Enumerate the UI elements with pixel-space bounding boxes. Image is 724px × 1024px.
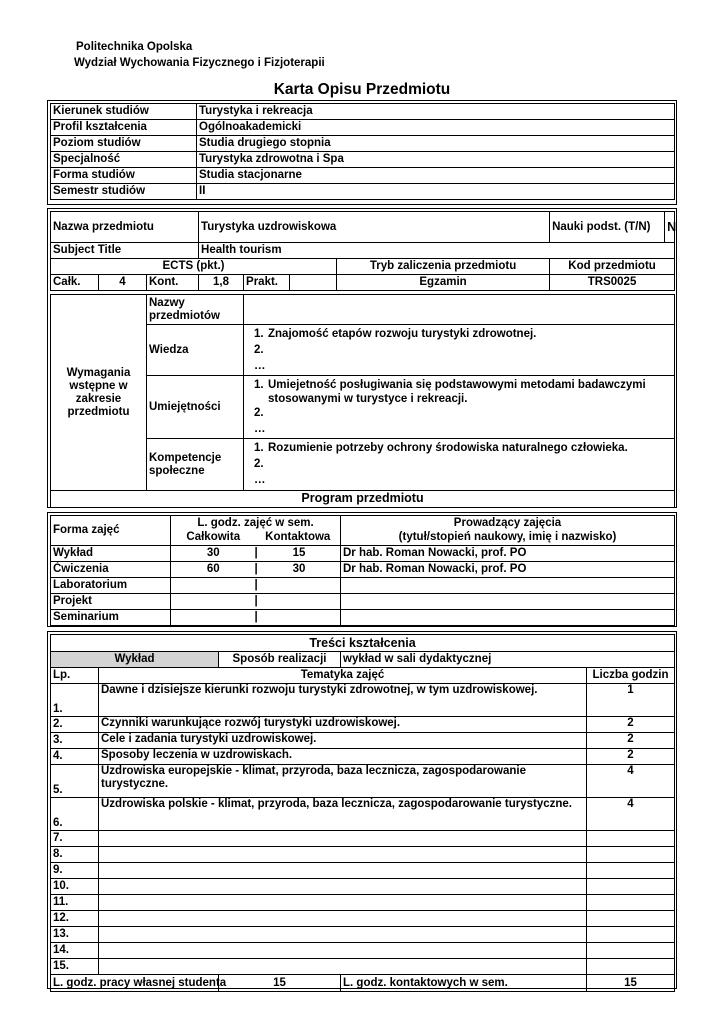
lp-label: Lp. <box>51 668 99 684</box>
column-separator: | <box>254 579 258 591</box>
requirement-item <box>246 457 672 473</box>
content-hours: 4 <box>587 798 675 831</box>
subject-table <box>50 211 675 291</box>
content-topic <box>99 863 587 879</box>
requirement-item-number: 2. <box>254 344 264 356</box>
calk-label: Całk. <box>51 275 99 291</box>
content-row <box>51 798 675 831</box>
wyklad-label: Wykład <box>51 652 219 668</box>
program-row <box>51 578 675 594</box>
column-separator: | <box>254 547 258 559</box>
program-forma: Seminarium <box>51 610 171 626</box>
content-topic <box>99 911 587 927</box>
requirement-item <box>246 378 672 406</box>
program-kontaktowa-cell <box>256 610 341 626</box>
subject-title-label: Subject Title <box>51 243 199 259</box>
program-prowadzacy <box>341 578 675 594</box>
content-hours: 4 <box>587 765 675 798</box>
content-row <box>51 749 675 765</box>
kod-value: TRS0025 <box>550 275 675 291</box>
kompetencje-label: Kompetencje społeczne <box>147 439 244 491</box>
content-row <box>51 765 675 798</box>
study-info-label: Profil kształcenia <box>51 120 197 136</box>
content-hours <box>587 895 675 911</box>
content-hours <box>587 831 675 847</box>
content-topic <box>99 927 587 943</box>
wlasna-value: 15 <box>219 975 341 992</box>
ects-label: ECTS (pkt.) <box>51 259 337 275</box>
content-row <box>51 684 675 717</box>
content-hours: 2 <box>587 749 675 765</box>
prakt-label: Prakt. <box>244 275 290 291</box>
content-lp: 13. <box>51 927 99 943</box>
nauki-value: N <box>665 212 675 243</box>
program-kontaktowa-cell <box>256 546 341 562</box>
content-row <box>51 733 675 749</box>
program-row <box>51 610 675 626</box>
study-info-value: Turystyka i rekreacja <box>197 104 675 120</box>
content-lp: 12. <box>51 911 99 927</box>
content-lp: 4. <box>51 749 99 765</box>
umiejetnosci-label: Umiejętności <box>147 376 244 439</box>
content-lp: 10. <box>51 879 99 895</box>
calkowita-label: Całkowita <box>171 531 256 546</box>
study-info-label: Poziom studiów <box>51 136 197 152</box>
study-info-row <box>51 152 675 168</box>
program-block <box>47 512 677 627</box>
umiejetnosci-list <box>244 376 675 439</box>
requirement-item-number: … <box>254 423 266 435</box>
content-lp: 5. <box>51 765 99 798</box>
requirement-item-text: Rozumienie potrzeby ochrony środowiska naturalnego człowieka. <box>268 442 628 454</box>
content-hours <box>587 943 675 959</box>
tematyka-label: Tematyka zajęć <box>99 668 587 684</box>
requirement-item-number: 2. <box>254 458 264 470</box>
content-row <box>51 717 675 733</box>
program-row <box>51 546 675 562</box>
program-kontaktowa: 15 <box>292 547 306 559</box>
content-hours: 2 <box>587 733 675 749</box>
requirements-table <box>50 294 675 507</box>
study-info-label: Specjalność <box>51 152 197 168</box>
content-topic <box>99 943 587 959</box>
content-block <box>47 631 677 989</box>
study-info-value: Ogólnoakademicki <box>197 120 675 136</box>
content-row <box>51 927 675 943</box>
study-info-block <box>47 100 677 205</box>
sposob-label: Sposób realizacji <box>219 652 341 668</box>
content-hours <box>587 927 675 943</box>
godz-label: L. godz. zajęć w sem. <box>171 516 341 531</box>
content-lp: 8. <box>51 847 99 863</box>
liczba-label: Liczba godzin <box>587 668 675 684</box>
content-topic <box>99 847 587 863</box>
tryb-label: Tryb zaliczenia przedmiotu <box>337 259 550 275</box>
content-topic <box>99 831 587 847</box>
content-topic: Uzdrowiska europejskie - klimat, przyroda, baza lecznicza, zagospodarowanie turystyczne. <box>99 765 587 798</box>
content-table <box>50 634 675 992</box>
content-lp: 3. <box>51 733 99 749</box>
study-info-value: Turystyka zdrowotna i Spa <box>197 152 675 168</box>
content-row <box>51 895 675 911</box>
content-topic <box>99 879 587 895</box>
content-row <box>51 831 675 847</box>
requirement-item-number: … <box>254 474 266 486</box>
study-info-row <box>51 168 675 184</box>
tryb-value: Egzamin <box>337 275 550 291</box>
prowadzacy-sub-label: (tytuł/stopień naukowy, imię i nazwisko) <box>341 531 675 546</box>
requirement-item <box>246 327 672 343</box>
study-info-row <box>51 184 675 200</box>
content-lp: 11. <box>51 895 99 911</box>
document-title: Karta Opisu Przedmiotu <box>273 81 451 98</box>
wiedza-label: Wiedza <box>147 325 244 376</box>
program-kontaktowa-cell <box>256 578 341 594</box>
content-hours: 2 <box>587 717 675 733</box>
content-lp: 6. <box>51 798 99 831</box>
study-info-value: II <box>197 184 675 200</box>
requirement-item-number: 1. <box>254 442 264 454</box>
content-topic <box>99 895 587 911</box>
requirement-item <box>246 406 672 422</box>
requirement-item <box>246 359 672 375</box>
study-info-row <box>51 136 675 152</box>
content-topic <box>99 959 587 975</box>
content-row <box>51 911 675 927</box>
kod-label: Kod przedmiotu <box>550 259 675 275</box>
content-topic: Dawne i dzisiejsze kierunki rozwoju turystyki zdrowotnej, w tym uzdrowiskowej. <box>99 684 587 717</box>
requirement-item <box>246 343 672 359</box>
requirement-item <box>246 441 672 457</box>
content-row <box>51 943 675 959</box>
faculty-name: Wydział Wychowania Fizycznego i Fizjoterapii <box>74 57 325 69</box>
prakt-value <box>290 275 337 291</box>
content-hours <box>587 879 675 895</box>
content-row <box>51 847 675 863</box>
program-kontaktowa-cell <box>256 562 341 578</box>
study-info-table <box>50 103 675 200</box>
calk-value: 4 <box>99 275 147 291</box>
subject-title-value: Health tourism <box>199 243 675 259</box>
content-hours <box>587 847 675 863</box>
forma-label: Forma zajęć <box>51 516 171 546</box>
sposob-value: wykład w sali dydaktycznej <box>341 652 675 668</box>
content-topic: Sposoby leczenia w uzdrowiskach. <box>99 749 587 765</box>
prowadzacy-label: Prowadzący zajęcia <box>341 516 675 531</box>
content-topic: Czynniki warunkujące rozwój turystyki uzdrowiskowej. <box>99 717 587 733</box>
kompetencje-list <box>244 439 675 491</box>
requirement-item-number: 1. <box>254 379 264 391</box>
wlasna-label: L. godz. pracy własnej studenta <box>51 975 219 992</box>
study-info-row <box>51 120 675 136</box>
kont-value: 1,8 <box>199 275 244 291</box>
kontaktowa-label: Kontaktowa <box>256 531 341 546</box>
program-forma: Wykład <box>51 546 171 562</box>
program-calkowita <box>171 578 256 594</box>
content-lp: 9. <box>51 863 99 879</box>
program-row <box>51 594 675 610</box>
subject-name-value: Turystyka uzdrowiskowa <box>199 212 550 243</box>
program-prowadzacy <box>341 594 675 610</box>
requirement-item <box>246 473 672 489</box>
subject-block <box>47 208 677 508</box>
wiedza-list <box>244 325 675 376</box>
program-calkowita: 30 <box>171 546 256 562</box>
study-info-value: Studia stacjonarne <box>197 168 675 184</box>
program-forma: Projekt <box>51 594 171 610</box>
content-title: Treści kształcenia <box>51 635 675 652</box>
program-label: Program przedmiotu <box>51 491 675 507</box>
program-prowadzacy: Dr hab. Roman Nowacki, prof. PO <box>341 562 675 578</box>
study-info-row <box>51 104 675 120</box>
content-hours <box>587 959 675 975</box>
kontakt-label: L. godz. kontaktowych w sem. <box>341 975 587 992</box>
university-name: Politechnika Opolska <box>76 41 193 53</box>
subject-name-label: Nazwa przedmiotu <box>51 212 199 243</box>
content-topic: Cele i zadania turystyki uzdrowiskowej. <box>99 733 587 749</box>
requirement-item-number: … <box>254 360 266 372</box>
requirement-item-number: 1. <box>254 328 264 340</box>
program-kontaktowa: 30 <box>292 563 306 575</box>
study-info-label: Semestr studiów <box>51 184 197 200</box>
nauki-label: Nauki podst. (T/N) <box>550 212 665 243</box>
requirement-item-number: 2. <box>254 407 264 419</box>
program-calkowita: 60 <box>171 562 256 578</box>
content-lp: 15. <box>51 959 99 975</box>
program-forma: Laboratorium <box>51 578 171 594</box>
requirement-item <box>246 422 672 438</box>
kont-label: Kont. <box>147 275 199 291</box>
content-row <box>51 863 675 879</box>
content-row <box>51 879 675 895</box>
requirement-item-text: Znajomość etapów rozwoju turystyki zdrowotnej. <box>268 328 537 340</box>
content-hours: 1 <box>587 684 675 717</box>
column-separator: | <box>254 563 258 575</box>
content-topic: Uzdrowiska polskie - klimat, przyroda, baza lecznicza, zagospodarowanie turystyczne. <box>99 798 587 831</box>
program-kontaktowa-cell <box>256 594 341 610</box>
study-info-value: Studia drugiego stopnia <box>197 136 675 152</box>
program-table <box>50 515 675 626</box>
content-lp: 1. <box>51 684 99 717</box>
study-info-label: Kierunek studiów <box>51 104 197 120</box>
column-separator: | <box>254 595 258 607</box>
requirements-label: Wymagania wstępne w zakresie przedmiotu <box>51 295 147 491</box>
program-calkowita <box>171 610 256 626</box>
column-separator: | <box>254 611 258 623</box>
kontakt-value: 15 <box>587 975 675 992</box>
nazwy-label: Nazwy przedmiotów <box>147 295 244 325</box>
program-prowadzacy <box>341 610 675 626</box>
program-row <box>51 562 675 578</box>
program-forma: Ćwiczenia <box>51 562 171 578</box>
content-lp: 2. <box>51 717 99 733</box>
study-info-label: Forma studiów <box>51 168 197 184</box>
content-lp: 14. <box>51 943 99 959</box>
content-lp: 7. <box>51 831 99 847</box>
content-row <box>51 959 675 975</box>
program-prowadzacy: Dr hab. Roman Nowacki, prof. PO <box>341 546 675 562</box>
content-hours <box>587 911 675 927</box>
requirement-item-text: Umiejetność posługiwania się podstawowymi metodami badawczymi stosowanymi w turystyce i rekreacji. <box>268 379 646 405</box>
program-calkowita <box>171 594 256 610</box>
content-hours <box>587 863 675 879</box>
